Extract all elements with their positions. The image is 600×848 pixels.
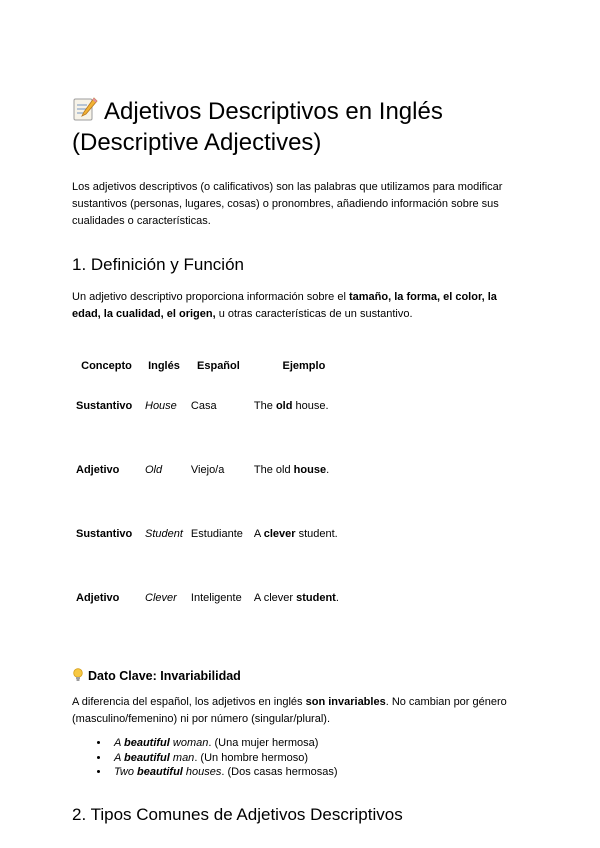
list-item [110, 765, 528, 780]
example-bold: old [275, 400, 293, 412]
cell-concepto: Sustantivo [76, 528, 133, 540]
cell-espanol: Viejo/a [190, 464, 225, 476]
table-header-row [72, 338, 358, 399]
definition-paragraph [72, 289, 528, 323]
cell-ingles: House [145, 400, 177, 412]
ex-trans: . (Dos casas hermosas) [221, 766, 338, 778]
example-bold: clever [263, 528, 296, 540]
cell-espanol: Casa [190, 400, 217, 412]
ex-trans: . (Un hombre hermoso) [194, 751, 309, 764]
memo-icon [72, 96, 98, 122]
ex-trans: . (Una mujer hermosa) [208, 737, 319, 749]
cell-espanol: Estudiante [190, 528, 243, 540]
table-row [72, 591, 358, 655]
cell-ejemplo [250, 591, 358, 655]
definition-text-start: Un adjetivo descriptivo proporciona información sobre el [72, 291, 349, 303]
example-pre: A [253, 528, 264, 540]
title-line-1: Adjetivos Descriptivos en Inglés [104, 98, 443, 125]
example-bold: house [293, 464, 327, 476]
ex-bold: beautiful [137, 766, 183, 778]
table-row [72, 527, 358, 591]
header-ingles: Inglés [148, 360, 180, 372]
ex-pre: Two [114, 766, 138, 778]
examples-list [72, 736, 528, 780]
example-pre: The [253, 400, 276, 412]
key-text-end: . No cambian por género (masculino/femenino) ni por número (singular/plural). [72, 696, 507, 725]
cell-ejemplo [250, 463, 358, 527]
ex-noun: houses [182, 766, 222, 778]
intro-paragraph: Los adjetivos descriptivos (o calificativos) son las palabras que utilizamos para modificar sustantivos (personas, lugares, cosas) o pronombres, añadiendo información sobre sus cualidades o características. [72, 181, 503, 227]
key-fact-heading [72, 667, 528, 685]
header-espanol: Español [197, 360, 240, 372]
ex-bold: beautiful [124, 737, 170, 749]
ex-pre: A [114, 737, 124, 749]
key-text-bold: son invariables [305, 696, 386, 708]
lightbulb-icon [72, 668, 84, 682]
cell-ingles: Clever [145, 592, 177, 604]
section-1-heading: 1. Definición y Función [72, 255, 244, 274]
table-row [72, 399, 358, 463]
example-pre: A clever [253, 592, 297, 604]
example-post: student. [295, 528, 338, 540]
title-line-2: (Descriptive Adjectives) [72, 129, 322, 156]
cell-espanol: Inteligente [190, 592, 242, 604]
ex-noun: man [169, 751, 195, 764]
ex-pre: A [114, 751, 124, 764]
ex-noun: woman [169, 737, 209, 749]
example-post: . [335, 592, 339, 604]
example-bold: student [296, 592, 336, 604]
section-2-heading: 2. Tipos Comunes de Adjetivos Descriptivos [72, 804, 403, 824]
key-text-start: A diferencia del español, los adjetivos en inglés [72, 696, 306, 708]
table-row [72, 463, 358, 527]
list-item [110, 751, 528, 766]
key-fact-title: Dato Clave: Invariabilidad [88, 669, 241, 683]
document-title [72, 96, 528, 158]
ex-bold: beautiful [124, 751, 170, 764]
document-page [72, 96, 528, 826]
example-pre: The old [253, 464, 294, 476]
cell-ingles: Student [145, 528, 183, 540]
cell-concepto: Adjetivo [76, 592, 120, 604]
cell-concepto: Adjetivo [76, 464, 120, 476]
example-post: . [326, 464, 330, 476]
cell-ejemplo [250, 527, 358, 591]
header-concepto: Concepto [81, 360, 132, 372]
key-fact-paragraph [72, 694, 528, 728]
definition-text-bold: tamaño, la forma, el color, la edad, la cualidad, el origen, [72, 291, 497, 320]
definition-text-end: u otras características de un sustantivo. [215, 308, 413, 320]
cell-concepto: Sustantivo [76, 400, 133, 412]
header-ejemplo: Ejemplo [282, 360, 326, 372]
cell-ingles: Old [145, 464, 163, 476]
adjective-table [72, 338, 358, 655]
list-item [110, 736, 528, 751]
example-post: house. [292, 400, 329, 412]
cell-ejemplo [250, 399, 358, 463]
